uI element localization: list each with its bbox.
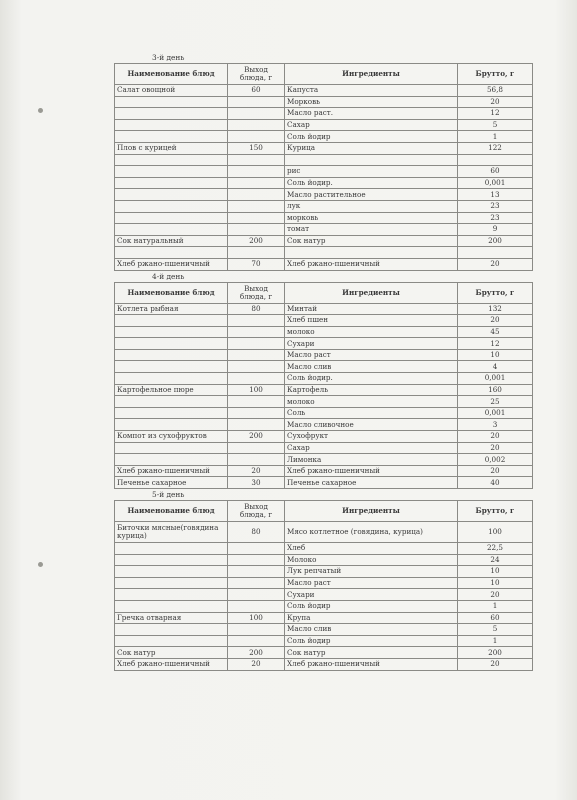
dish-cell <box>115 624 228 636</box>
yield-cell <box>228 543 285 555</box>
ingredient-cell: Сок натур <box>285 235 458 247</box>
gross-cell: 20 <box>458 96 533 108</box>
yield-cell <box>228 566 285 578</box>
dish-cell <box>115 419 228 431</box>
gross-cell: 23 <box>458 200 533 212</box>
dish-cell <box>115 119 228 131</box>
table-row <box>115 142 533 154</box>
ingredient-cell: Сухофрукт <box>285 431 458 443</box>
dish-cell <box>115 442 228 454</box>
dish-cell: Компот из сухофруктов <box>115 431 228 443</box>
ingredient-cell: Масло слив <box>285 361 458 373</box>
gross-cell: 5 <box>458 624 533 636</box>
table-row <box>115 349 533 361</box>
dish-cell <box>115 589 228 601</box>
gross-cell <box>458 247 533 259</box>
gross-cell: 13 <box>458 189 533 201</box>
table-row <box>115 119 533 131</box>
day-title: 3-й день <box>152 53 185 62</box>
yield-cell <box>228 577 285 589</box>
yield-cell <box>228 454 285 466</box>
ingredient-cell: Сахар <box>285 119 458 131</box>
table-row <box>115 589 533 601</box>
ingredient-cell: Масло раст. <box>285 108 458 120</box>
ingredient-cell: рис <box>285 166 458 178</box>
dish-cell <box>115 247 228 259</box>
dish-cell <box>115 635 228 647</box>
header-ingredients: Ингредиенты <box>285 64 458 85</box>
dish-cell: Хлеб ржано-пшеничный <box>115 258 228 270</box>
dish-cell <box>115 349 228 361</box>
table-row <box>115 384 533 396</box>
dish-cell <box>115 154 228 166</box>
dish-cell: Котлета рыбная <box>115 303 228 315</box>
table-row <box>115 315 533 327</box>
header-dish: Наименование блюд <box>115 282 228 303</box>
table-row <box>115 647 533 659</box>
table-row <box>115 303 533 315</box>
yield-cell <box>228 189 285 201</box>
table-row <box>115 166 533 178</box>
ingredient-cell: Хлеб ржано-пшеничный <box>285 465 458 477</box>
dish-cell <box>115 212 228 224</box>
yield-cell <box>228 326 285 338</box>
ingredient-cell: Соль йодир. <box>285 373 458 385</box>
table-row <box>115 624 533 636</box>
gross-cell: 5 <box>458 119 533 131</box>
yield-cell <box>228 361 285 373</box>
gross-cell: 20 <box>458 442 533 454</box>
ingredient-cell: Соль <box>285 407 458 419</box>
yield-cell <box>228 349 285 361</box>
table-row <box>115 600 533 612</box>
menu-table <box>114 282 533 490</box>
ingredient-cell: Хлеб <box>285 543 458 555</box>
dish-cell <box>115 131 228 143</box>
header-yield: Выход блюда, г <box>228 282 285 303</box>
dish-cell <box>115 396 228 408</box>
dish-cell: Биточки мясные(говядина курица) <box>115 522 228 543</box>
table-row <box>115 442 533 454</box>
table-row <box>115 96 533 108</box>
gross-cell: 20 <box>458 658 533 670</box>
table-row <box>115 154 533 166</box>
table-row <box>115 235 533 247</box>
gross-cell: 20 <box>458 465 533 477</box>
gross-cell: 1 <box>458 635 533 647</box>
dish-cell <box>115 373 228 385</box>
dish-cell <box>115 224 228 236</box>
dish-cell: Хлеб ржано-пшеничный <box>115 465 228 477</box>
table-row <box>115 465 533 477</box>
gross-cell: 60 <box>458 166 533 178</box>
ingredient-cell: Масло сливочное <box>285 419 458 431</box>
gross-cell: 40 <box>458 477 533 489</box>
yield-cell <box>228 247 285 259</box>
dish-cell <box>115 96 228 108</box>
gross-cell: 56,8 <box>458 85 533 97</box>
gross-cell: 4 <box>458 361 533 373</box>
menu-table <box>114 500 533 671</box>
yield-cell: 80 <box>228 303 285 315</box>
table-row <box>115 577 533 589</box>
gross-cell: 60 <box>458 612 533 624</box>
yield-cell <box>228 96 285 108</box>
gross-cell: 20 <box>458 315 533 327</box>
ingredient-cell: Сахар <box>285 442 458 454</box>
dish-cell <box>115 407 228 419</box>
yield-cell <box>228 589 285 601</box>
ingredient-cell: Масло раст <box>285 577 458 589</box>
gross-cell: 132 <box>458 303 533 315</box>
gross-cell: 12 <box>458 338 533 350</box>
table-header-row <box>115 64 533 85</box>
punch-hole-mark <box>38 562 43 567</box>
menu-document <box>114 52 520 671</box>
ingredient-cell: лук <box>285 200 458 212</box>
header-dish: Наименование блюд <box>115 501 228 522</box>
table-row <box>115 543 533 555</box>
table-row <box>115 258 533 270</box>
header-yield: Выход блюда, г <box>228 64 285 85</box>
yield-cell <box>228 338 285 350</box>
table-row <box>115 554 533 566</box>
gross-cell: 12 <box>458 108 533 120</box>
gross-cell: 0,001 <box>458 177 533 189</box>
table-row <box>115 454 533 466</box>
dish-cell <box>115 454 228 466</box>
yield-cell: 200 <box>228 431 285 443</box>
ingredient-cell: Хлеб пшен <box>285 315 458 327</box>
ingredient-cell: Масло раст <box>285 349 458 361</box>
gross-cell: 24 <box>458 554 533 566</box>
dish-cell: Салат овощной <box>115 85 228 97</box>
table-row <box>115 338 533 350</box>
dish-cell: Сок натуральный <box>115 235 228 247</box>
punch-hole-mark <box>38 108 43 113</box>
gross-cell: 200 <box>458 647 533 659</box>
table-row <box>115 522 533 543</box>
ingredient-cell: Лимонка <box>285 454 458 466</box>
dish-cell <box>115 554 228 566</box>
table-row <box>115 373 533 385</box>
ingredient-cell: Печенье сахарное <box>285 477 458 489</box>
ingredient-cell: Мясо котлетное (говядина, курица) <box>285 522 458 543</box>
dish-cell <box>115 315 228 327</box>
dish-cell <box>115 166 228 178</box>
gross-cell: 0,001 <box>458 373 533 385</box>
dish-cell <box>115 108 228 120</box>
dish-cell <box>115 600 228 612</box>
table-row <box>115 407 533 419</box>
yield-cell <box>228 419 285 431</box>
ingredient-cell: молоко <box>285 326 458 338</box>
yield-cell <box>228 154 285 166</box>
menu-table <box>114 63 533 271</box>
day-title: 5-й день <box>152 490 185 499</box>
table-row <box>115 108 533 120</box>
dish-cell <box>115 326 228 338</box>
gross-cell: 20 <box>458 589 533 601</box>
ingredient-cell: Соль йодир. <box>285 177 458 189</box>
yield-cell: 20 <box>228 465 285 477</box>
gross-cell: 9 <box>458 224 533 236</box>
yield-cell: 80 <box>228 522 285 543</box>
yield-cell <box>228 635 285 647</box>
yield-cell: 150 <box>228 142 285 154</box>
yield-cell <box>228 407 285 419</box>
ingredient-cell: Хлеб ржано-пшеничный <box>285 258 458 270</box>
dish-cell <box>115 566 228 578</box>
dish-cell: Гречка отварная <box>115 612 228 624</box>
dish-cell <box>115 200 228 212</box>
table-row <box>115 326 533 338</box>
table-row <box>115 477 533 489</box>
dish-cell: Сок натур <box>115 647 228 659</box>
gross-cell: 23 <box>458 212 533 224</box>
table-header-row <box>115 282 533 303</box>
day-section <box>114 52 520 271</box>
ingredient-cell: Курица <box>285 142 458 154</box>
ingredient-cell: Капуста <box>285 85 458 97</box>
gross-cell: 160 <box>458 384 533 396</box>
dish-cell <box>115 189 228 201</box>
yield-cell <box>228 315 285 327</box>
table-row <box>115 189 533 201</box>
ingredient-cell: Хлеб ржано-пшеничный <box>285 658 458 670</box>
yield-cell: 200 <box>228 647 285 659</box>
gross-cell: 10 <box>458 349 533 361</box>
yield-cell: 100 <box>228 384 285 396</box>
gross-cell: 0,001 <box>458 407 533 419</box>
dish-cell <box>115 577 228 589</box>
table-row <box>115 658 533 670</box>
gross-cell: 10 <box>458 566 533 578</box>
yield-cell <box>228 373 285 385</box>
ingredient-cell: Соль йодир <box>285 131 458 143</box>
table-row <box>115 212 533 224</box>
dish-cell: Хлеб ржано-пшеничный <box>115 658 228 670</box>
ingredient-cell: томат <box>285 224 458 236</box>
yield-cell: 100 <box>228 612 285 624</box>
table-row <box>115 635 533 647</box>
yield-cell: 60 <box>228 85 285 97</box>
day-section <box>114 271 520 490</box>
yield-cell <box>228 396 285 408</box>
yield-cell <box>228 200 285 212</box>
gross-cell: 0,002 <box>458 454 533 466</box>
day-section <box>114 489 520 671</box>
table-row <box>115 177 533 189</box>
ingredient-cell: морковь <box>285 212 458 224</box>
header-ingredients: Ингредиенты <box>285 282 458 303</box>
header-gross: Брутто, г <box>458 501 533 522</box>
header-dish: Наименование блюд <box>115 64 228 85</box>
header-gross: Брутто, г <box>458 282 533 303</box>
yield-cell <box>228 624 285 636</box>
ingredient-cell: Молоко <box>285 554 458 566</box>
gross-cell: 20 <box>458 258 533 270</box>
ingredient-cell: Картофель <box>285 384 458 396</box>
yield-cell <box>228 108 285 120</box>
table-row <box>115 612 533 624</box>
ingredient-cell: Минтай <box>285 303 458 315</box>
yield-cell <box>228 166 285 178</box>
table-row <box>115 85 533 97</box>
gross-cell: 1 <box>458 131 533 143</box>
dish-cell <box>115 177 228 189</box>
yield-cell <box>228 177 285 189</box>
table-row <box>115 396 533 408</box>
yield-cell <box>228 554 285 566</box>
yield-cell: 30 <box>228 477 285 489</box>
ingredient-cell: Сухари <box>285 589 458 601</box>
table-row <box>115 566 533 578</box>
ingredient-cell <box>285 247 458 259</box>
ingredient-cell: Сухари <box>285 338 458 350</box>
dish-cell <box>115 361 228 373</box>
gross-cell: 122 <box>458 142 533 154</box>
table-row <box>115 200 533 212</box>
header-yield: Выход блюда, г <box>228 501 285 522</box>
gross-cell: 25 <box>458 396 533 408</box>
gross-cell: 200 <box>458 235 533 247</box>
gross-cell <box>458 154 533 166</box>
gross-cell: 22,5 <box>458 543 533 555</box>
yield-cell: 20 <box>228 658 285 670</box>
dish-cell: Печенье сахарное <box>115 477 228 489</box>
gross-cell: 3 <box>458 419 533 431</box>
yield-cell <box>228 442 285 454</box>
ingredient-cell: Соль йодир <box>285 600 458 612</box>
table-row <box>115 224 533 236</box>
ingredient-cell: Масло слив <box>285 624 458 636</box>
table-row <box>115 431 533 443</box>
gross-cell: 10 <box>458 577 533 589</box>
yield-cell <box>228 600 285 612</box>
ingredient-cell <box>285 154 458 166</box>
table-row <box>115 247 533 259</box>
yield-cell <box>228 131 285 143</box>
table-row <box>115 131 533 143</box>
yield-cell: 70 <box>228 258 285 270</box>
ingredient-cell: молоко <box>285 396 458 408</box>
table-header-row <box>115 501 533 522</box>
ingredient-cell: Сок натур <box>285 647 458 659</box>
ingredient-cell: Крупа <box>285 612 458 624</box>
yield-cell <box>228 212 285 224</box>
yield-cell <box>228 119 285 131</box>
ingredient-cell: Лук репчатый <box>285 566 458 578</box>
dish-cell <box>115 338 228 350</box>
table-row <box>115 361 533 373</box>
yield-cell: 200 <box>228 235 285 247</box>
gross-cell: 45 <box>458 326 533 338</box>
header-ingredients: Ингредиенты <box>285 501 458 522</box>
ingredient-cell: Соль йодир <box>285 635 458 647</box>
table-row <box>115 419 533 431</box>
gross-cell: 20 <box>458 431 533 443</box>
dish-cell: Плов с курицей <box>115 142 228 154</box>
dish-cell: Картофельное пюре <box>115 384 228 396</box>
gross-cell: 1 <box>458 600 533 612</box>
day-title: 4-й день <box>152 271 185 281</box>
header-gross: Брутто, г <box>458 64 533 85</box>
dish-cell <box>115 543 228 555</box>
yield-cell <box>228 224 285 236</box>
gross-cell: 100 <box>458 522 533 543</box>
ingredient-cell: Морковь <box>285 96 458 108</box>
ingredient-cell: Масло растительное <box>285 189 458 201</box>
